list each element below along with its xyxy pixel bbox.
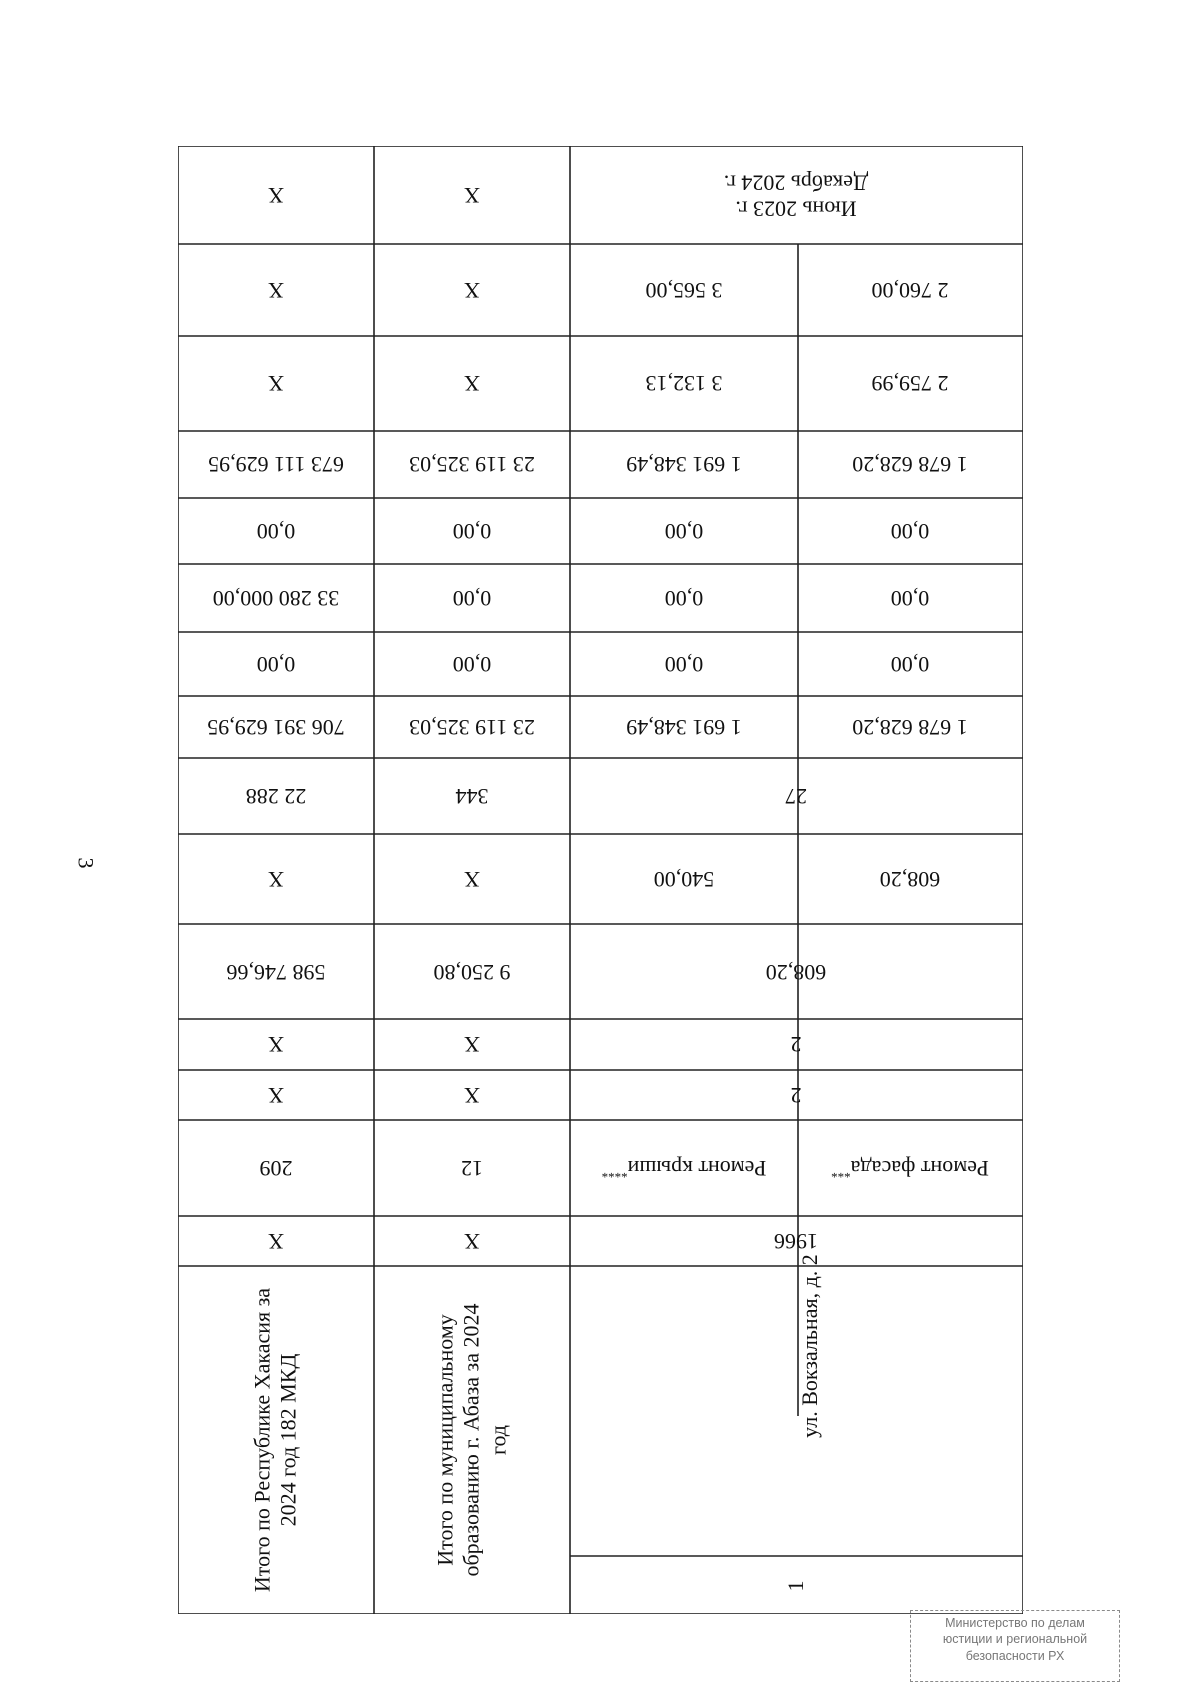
row1-floors: 2: [790, 1083, 802, 1109]
total-mo-area2: X: [464, 867, 480, 893]
total-mo-unit: X: [464, 371, 480, 397]
page-number: 3: [73, 857, 99, 869]
total-rk-unit: X: [268, 371, 284, 397]
row1-work-facade: Ремонт фасада***: [831, 1155, 989, 1182]
total-rk-local: 0,00: [256, 519, 296, 545]
row1-area: 608,20: [765, 960, 827, 986]
row1-work-roof: Ремонт крыши****: [601, 1155, 767, 1182]
total-mo-limit: X: [464, 278, 480, 304]
total-mo-floors: X: [464, 1083, 480, 1109]
row1-total-a: 1 678 628,20: [852, 715, 968, 741]
total-mo-label: Итого по муниципальному образованию г. Абаза за 2024 год: [432, 1303, 511, 1577]
row1-residents: 27: [785, 784, 807, 810]
row1-area-b: 540,00: [653, 867, 715, 893]
total-mo-residents: 344: [455, 784, 489, 810]
row1-period: Июнь 2023 г. Декабрь 2024 г.: [723, 170, 869, 222]
row1-total-b: 1 691 348,49: [626, 715, 742, 741]
total-rk-limit: X: [268, 278, 284, 304]
total-mo-fund: 0,00: [452, 652, 492, 678]
row1-area-a: 608,20: [879, 867, 941, 893]
row1-rep-a: 0,00: [890, 586, 930, 612]
total-rk-owners: 673 111 629,95: [208, 452, 344, 478]
total-mo-area: 9 250,80: [433, 960, 511, 986]
row1-limit-b: 3 565,00: [645, 278, 723, 304]
total-mo-entrances: X: [464, 1032, 480, 1058]
row1-fund-b: 0,00: [664, 652, 704, 678]
total-rk-entrances: X: [268, 1032, 284, 1058]
total-mo-period: X: [464, 183, 480, 209]
total-rk-works: 209: [259, 1156, 293, 1182]
total-mo-rep: 0,00: [452, 586, 492, 612]
total-mo-local: 0,00: [452, 519, 492, 545]
row1-owners-a: 1 678 628,20: [852, 452, 968, 478]
row1-owners-b: 1 691 348,49: [626, 452, 742, 478]
row1-limit-a: 2 760,00: [871, 278, 949, 304]
total-mo-works: 12: [461, 1156, 483, 1182]
total-mo-total: 23 119 325,03: [409, 715, 535, 741]
total-rk-floors: X: [268, 1083, 284, 1109]
total-rk-label: Итого по Республике Хакасия за 2024 год 182 МКД: [249, 1287, 301, 1593]
row1-number: 1: [782, 1580, 808, 1592]
total-mo-owners: 23 119 325,03: [409, 452, 535, 478]
row1-unit-b: 3 132,13: [645, 371, 723, 397]
row1-unit-a: 2 759,99: [871, 371, 949, 397]
row1-fund-a: 0,00: [890, 652, 930, 678]
total-rk-period: X: [268, 183, 284, 209]
row1-local-b: 0,00: [664, 519, 704, 545]
official-stamp: Министерство по делам юстиции и региональной безопасности РХ: [910, 1610, 1120, 1682]
total-rk-residents: 22 288: [245, 784, 307, 810]
total-mo-year: X: [464, 1229, 480, 1255]
row1-entrances: 2: [790, 1032, 802, 1058]
row1-rep-b: 0,00: [664, 586, 704, 612]
total-rk-year: X: [268, 1229, 284, 1255]
total-rk-rep: 33 280 000,00: [212, 586, 340, 612]
row1-local-a: 0,00: [890, 519, 930, 545]
total-rk-area2: X: [268, 867, 284, 893]
total-rk-total: 706 391 629,95: [207, 715, 345, 741]
total-rk-area: 598 746,66: [226, 960, 326, 986]
total-rk-fund: 0,00: [256, 652, 296, 678]
row1-year: 1966: [774, 1229, 818, 1255]
row1-address: ул. Вокзальная, д. 2: [796, 1254, 822, 1438]
